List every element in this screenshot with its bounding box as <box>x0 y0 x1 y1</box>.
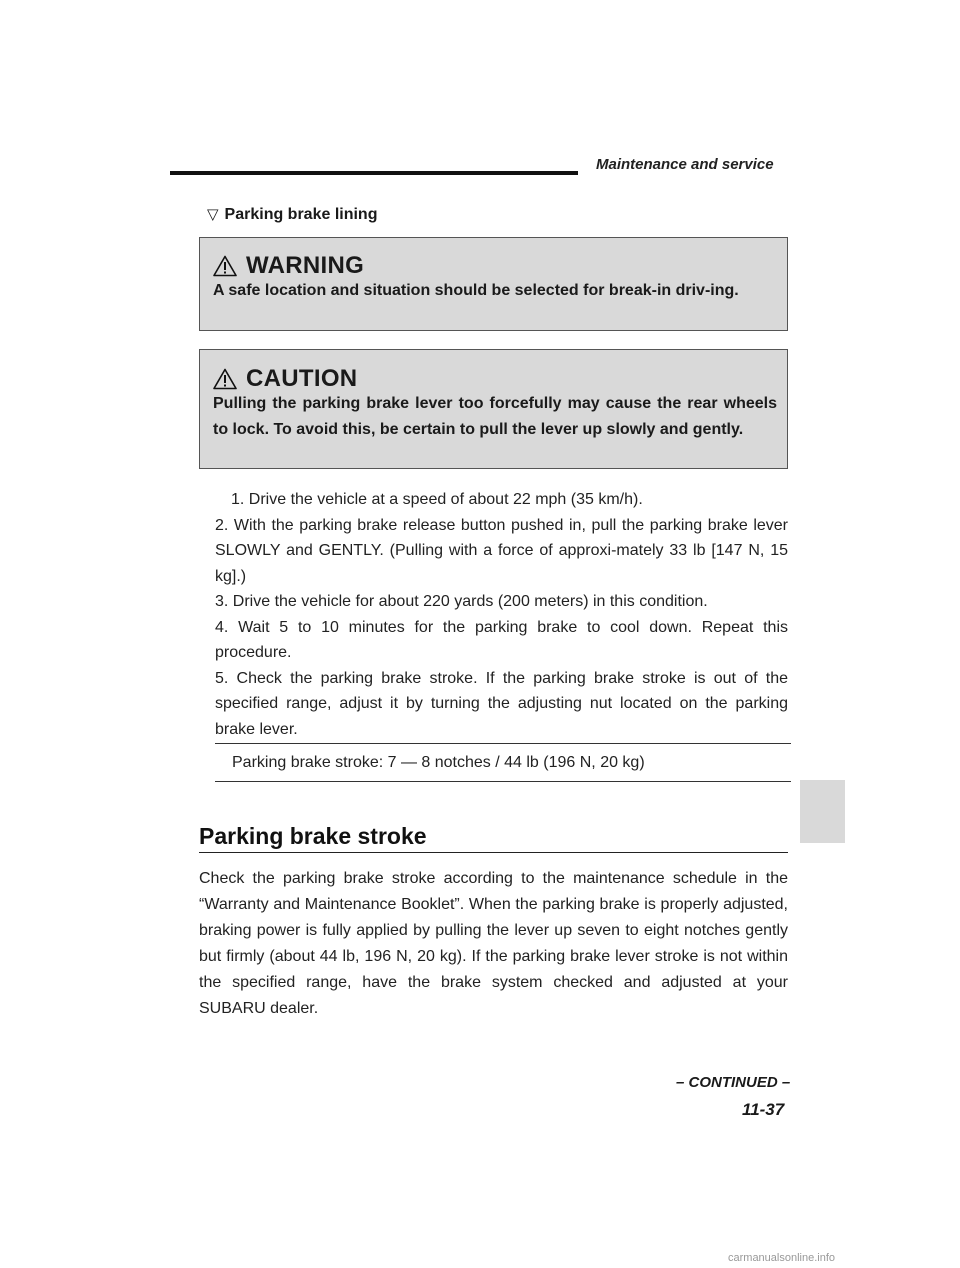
triangle-marker-icon: ▽ <box>207 206 219 223</box>
section-body: Check the parking brake stroke according to the maintenance schedule in the “Warranty and Maintenance Booklet”. When the parking brake is properly adjusted, braking power is fully applied by pulling the lever up seven to eight notches gently but firmly (about 44 lb, 196 N, 20 kg). If the parking brake lever stroke is not within the specified range, have the brake system checked and adjusted at your SUBARU dealer. <box>199 870 788 1017</box>
continued-label: – CONTINUED – <box>676 1074 791 1091</box>
spec-value: Parking brake stroke: 7 — 8 notches / 44 lb (196 N, 20 kg) <box>232 754 645 771</box>
step-item: 2. With the parking brake release button pushed in, pull the parking brake lever SLOWLY and GENTLY. (Pulling with a force of approxi-mately 33 lb [147 N, 15 kg].) <box>215 516 788 585</box>
spec-bottom-rule <box>215 781 791 782</box>
warning-title: WARNING <box>246 252 365 279</box>
subsection-title: Parking brake lining <box>224 206 378 223</box>
caution-header <box>213 365 777 393</box>
warning-header <box>213 252 777 280</box>
header-section-title: Maintenance and service <box>596 156 774 173</box>
chapter-tab <box>800 780 845 843</box>
spec-top-rule <box>215 743 791 744</box>
page-number: 11-37 <box>742 1100 785 1119</box>
warning-text: A safe location and situation should be selected for break-in driv-ing. <box>213 282 739 299</box>
caution-box <box>199 349 788 469</box>
step-item: 1. Drive the vehicle at a speed of about 22 mph (35 km/h). <box>231 491 643 508</box>
subsection-heading <box>207 205 377 224</box>
step-item: 5. Check the parking brake stroke. If the parking brake stroke is out of the specified range, adjust it by turning the adjusting nut located on the parking brake lever. <box>215 669 788 738</box>
section-heading: Parking brake stroke <box>199 823 427 849</box>
caution-title: CAUTION <box>246 365 358 392</box>
section-heading-rule <box>199 852 788 853</box>
warning-triangle-icon <box>213 368 237 390</box>
step-item: 4. Wait 5 to 10 minutes for the parking brake to cool down. Repeat this procedure. <box>215 618 788 661</box>
step-item: 3. Drive the vehicle for about 220 yards (200 meters) in this condition. <box>215 593 708 610</box>
header-rule <box>170 171 578 175</box>
warning-box <box>199 237 788 331</box>
procedure-steps <box>215 487 788 742</box>
caution-text: Pulling the parking brake lever too forcefully may cause the rear wheels to lock. To avoid this, be certain to pull the lever up slowly and gently. <box>213 395 777 438</box>
watermark: carmanualsonline.info <box>728 1252 836 1264</box>
warning-triangle-icon <box>213 255 237 277</box>
